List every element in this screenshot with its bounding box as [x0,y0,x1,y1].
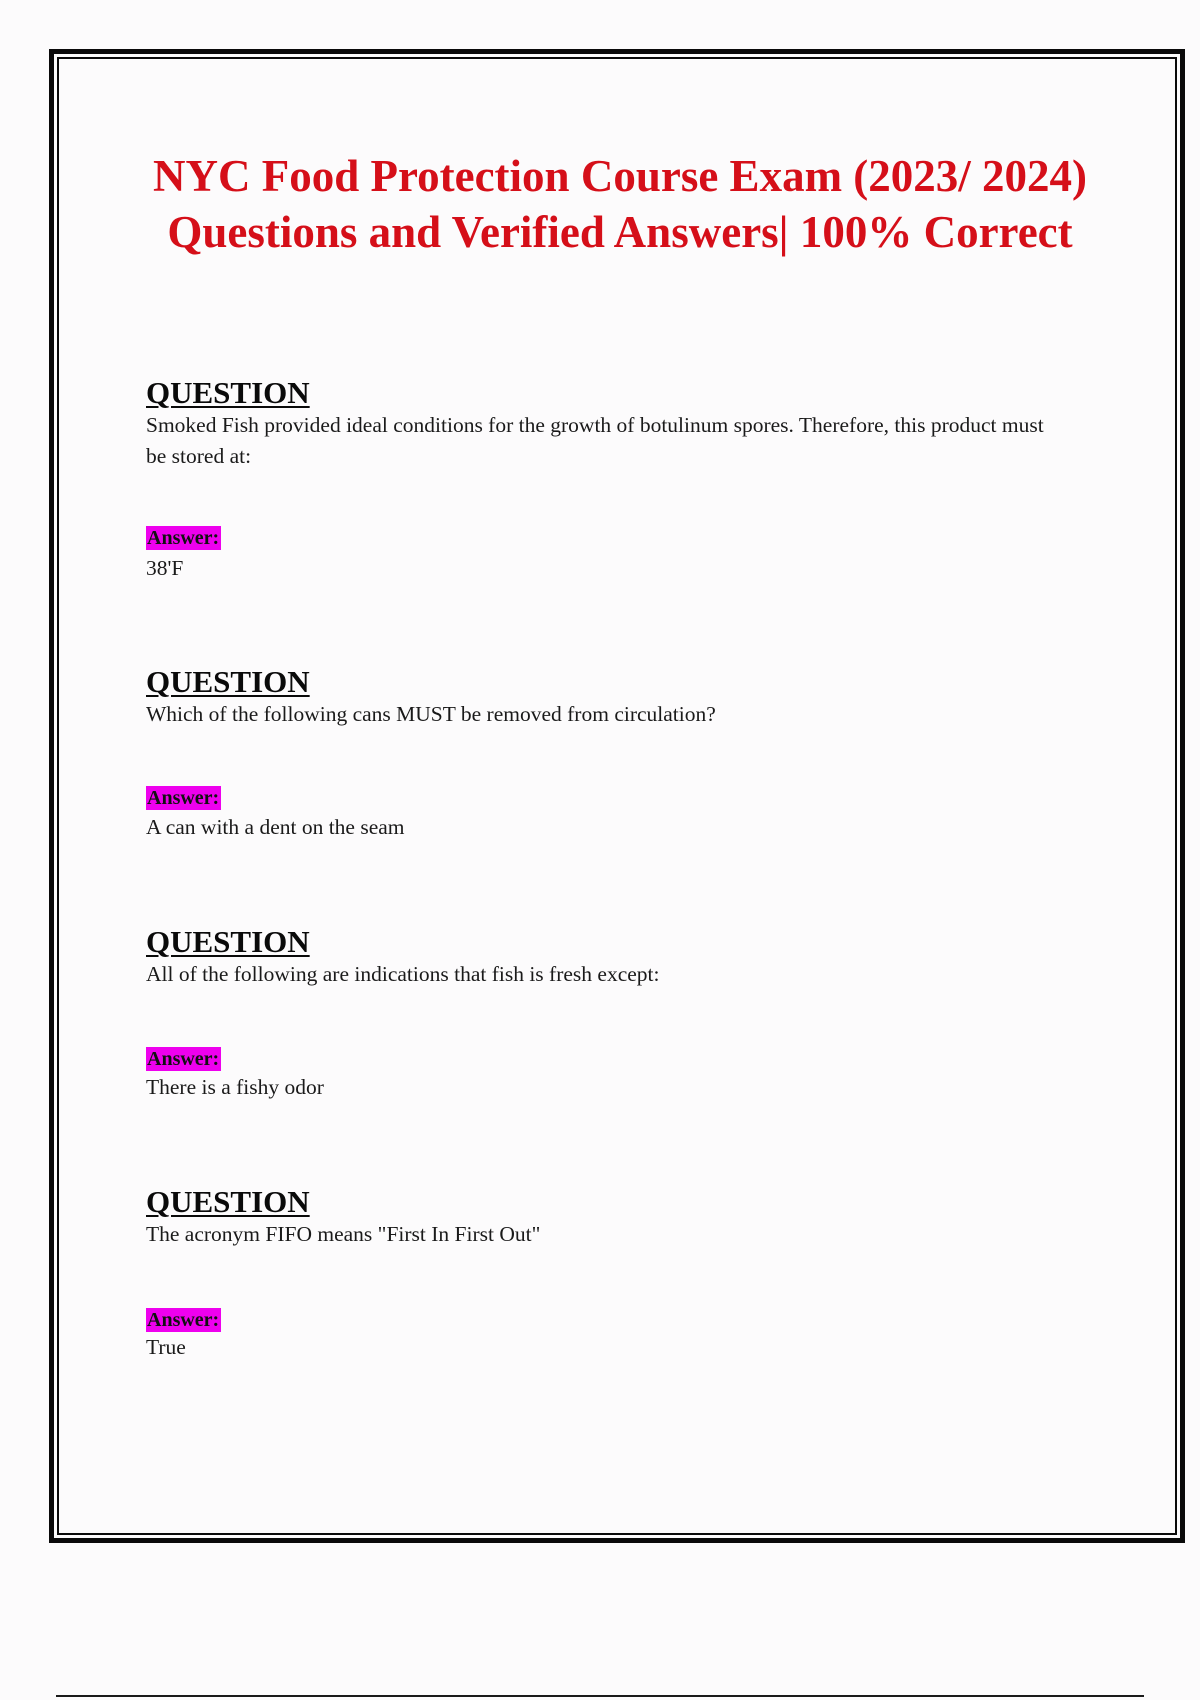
footer-divider [56,1695,1144,1697]
answer-label: Answer: [147,1048,220,1070]
qa-item [146,924,1066,1099]
answer-text: 38'F [146,556,184,580]
answer-label: Answer: [147,787,220,809]
qa-item [146,375,1066,580]
answer-text: There is a fishy odor [146,1075,324,1099]
question-text: All of the following are indications that fish is fresh except: [146,962,660,986]
answer-label: Answer: [147,527,220,549]
answer-label: Answer: [147,1309,220,1331]
question-heading: QUESTION [146,664,310,699]
document-title: NYC Food Protection Course Exam (2023/ 2024) Questions and Verified Answers| 100% Correct [152,151,1088,257]
qa-item [146,1184,1066,1359]
page-inner-border [57,57,1177,1535]
qa-item [146,664,1066,839]
question-text: Which of the following cans MUST be removed from circulation? [146,702,716,726]
question-heading: QUESTION [146,924,310,959]
question-text: The acronym FIFO means "First In First Out" [146,1222,541,1246]
question-heading: QUESTION [146,375,310,410]
answer-text: A can with a dent on the seam [146,815,405,839]
question-heading: QUESTION [146,1184,310,1219]
question-text: Smoked Fish provided ideal conditions for the growth of botulinum spores. Therefore, this product must be stored at: [146,413,1044,468]
answer-text: True [146,1335,186,1359]
